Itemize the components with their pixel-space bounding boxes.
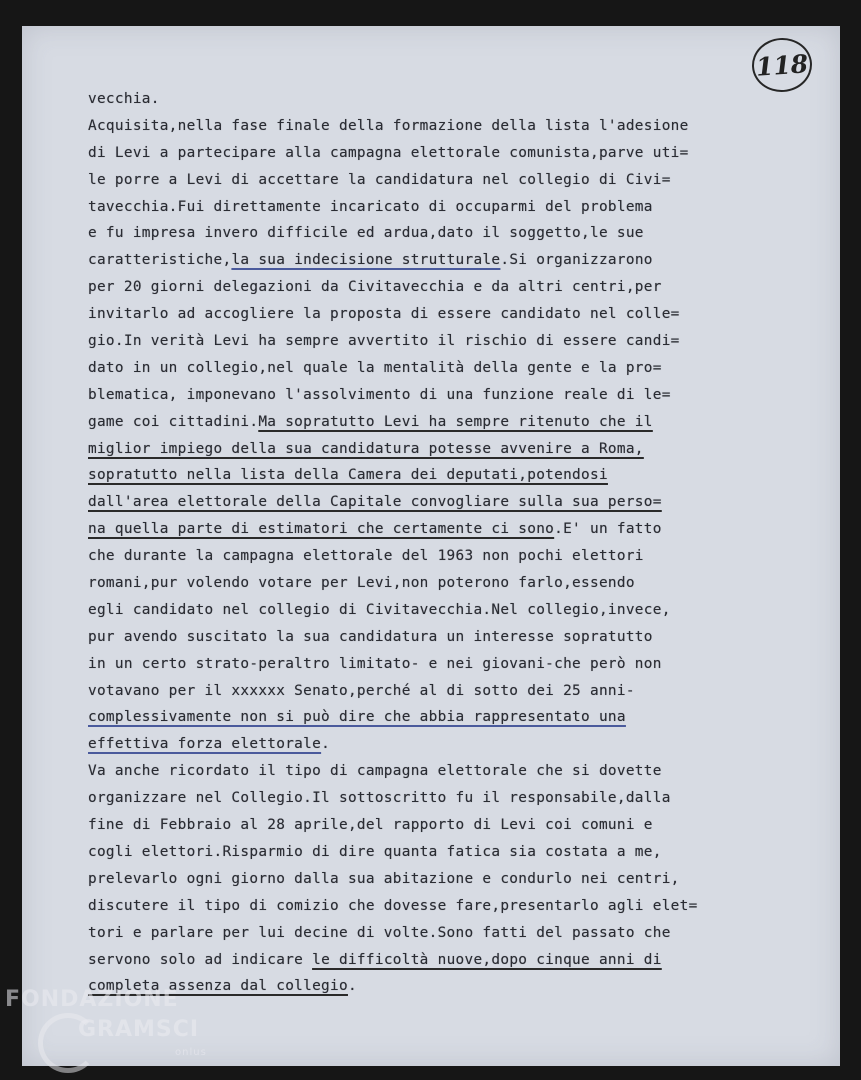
text-segment: Va anche ricordato il tipo di campagna elettorale che si dovette [88,763,662,780]
text-segment: romani,pur volendo votare per Levi,non poterono farlo,essendo [88,575,635,592]
text-line [88,839,768,866]
text-line [88,194,768,221]
text-line [88,86,768,113]
text-segment: gio.In verità Levi ha sempre avvertito il rischio di essere candi= [88,333,680,350]
text-line [88,678,768,705]
text-line [88,866,768,893]
text-segment: vecchia. [88,91,160,107]
page-number-stamp: 118 [750,36,814,94]
text-line [88,893,768,920]
underlined-passage: effettiva forza elettorale [88,736,322,753]
text-line [88,785,768,812]
underlined-passage: complessivamente non si può dire che abbia rappresentato una [88,709,626,726]
text-segment: caratteristiche, [88,252,232,269]
text-line [88,328,768,355]
text-segment: fine di Febbraio al 28 aprile,del rapporto di Levi coi comuni e [88,817,653,834]
text-segment: votavano per il xxxxxx Senato,perché al di sotto dei 25 anni- [88,682,635,699]
underlined-passage: completa assenza dal collegio [88,978,348,995]
text-line [88,704,768,731]
text-line [88,436,768,463]
text-line [88,140,768,167]
text-line [88,220,768,247]
text-segment: dato in un collegio,nel quale la mentalità della gente e la pro= [88,359,662,376]
text-line [88,758,768,785]
text-segment: .Si organizzarono [500,252,653,269]
text-segment: servono solo ad indicare [88,951,313,968]
text-segment: tori e parlare per lui decine di volte.Sono fatti del passato che [88,924,671,941]
watermark-text: GRAMSCI [78,1017,200,1042]
text-line [88,274,768,301]
text-line [88,947,768,974]
text-segment: e fu impresa invero difficile ed ardua,dato il soggetto,le sue [88,225,644,242]
text-line [88,651,768,678]
text-line [88,624,768,651]
underlined-passage: na quella parte di estimatori che certamente ci sono [88,521,555,538]
underlined-passage: la sua indecisione strutturale [231,252,501,269]
text-segment: game coi cittadini. [88,413,259,430]
text-segment: . [347,978,357,995]
underlined-passage: le difficoltà nuove,dopo cinque anni di [312,951,662,968]
text-line [88,570,768,597]
text-segment: prelevarlo ogni giorno dalla sua abitazione e condurlo nei centri, [88,870,680,887]
text-segment: egli candidato nel collegio di Civitavecchia.Nel collegio,invece, [88,601,671,618]
text-segment: invitarlo ad accogliere la proposta di essere candidato nel colle= [88,306,680,323]
underlined-passage: Ma sopratutto Levi ha sempre ritenuto che il [258,413,653,430]
text-segment: . [321,736,331,753]
text-segment: pur avendo suscitato la sua candidatura un interesse sopratutto [88,628,653,645]
text-segment: blematica, imponevano l'assolvimento di una funzione reale di le= [88,386,671,403]
text-line [88,113,768,140]
text-segment: di Levi a partecipare alla campagna elettorale comunista,parve uti= [88,144,689,161]
text-line [88,355,768,382]
text-line [88,409,768,436]
text-segment: organizzare nel Collegio.Il sottoscritto fu il responsabile,dalla [88,790,671,807]
text-segment: per 20 giorni delegazioni da Civitavecchia e da altri centri,per [88,279,662,296]
watermark-text: FONDAZIONE [5,987,179,1012]
text-line [88,920,768,947]
text-line [88,543,768,570]
text-line [88,301,768,328]
text-line [88,489,768,516]
text-segment: cogli elettori.Risparmio di dire quanta fatica sia costata a me, [88,843,662,860]
text-segment: discutere il tipo di comizio che dovesse fare,presentarlo agli elet= [88,897,698,914]
text-line [88,462,768,489]
underlined-passage: sopratutto nella lista della Camera dei deputati,potendosi [88,467,608,484]
text-segment: in un certo strato-peraltro limitato- e nei giovani-che però non [88,655,662,672]
text-line [88,812,768,839]
text-segment: le porre a Levi di accettare la candidatura nel collegio di Civi= [88,171,671,188]
text-segment: .E' un fatto [554,521,662,538]
text-line [88,597,768,624]
underlined-passage: dall'area elettorale della Capitale convogliare sulla sua perso= [88,494,662,511]
watermark-text: onlus [175,1047,207,1058]
text-line [88,167,768,194]
underlined-passage: miglior impiego della sua candidatura potesse avvenire a Roma, [88,440,644,457]
text-line [88,382,768,409]
text-line [88,731,768,758]
text-segment: tavecchia.Fui direttamente incaricato di occuparmi del problema [88,198,653,215]
text-line [88,516,768,543]
text-line [88,973,768,1000]
text-segment: che durante la campagna elettorale del 1963 non pochi elettori [88,548,644,565]
text-line [88,247,768,274]
typed-text-body [88,86,768,1000]
text-segment: Acquisita,nella fase finale della formazione della lista l'adesione [88,117,689,134]
